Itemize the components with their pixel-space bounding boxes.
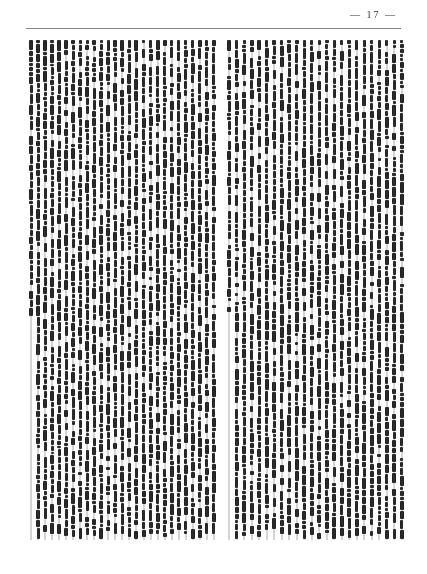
script-column	[44, 40, 46, 540]
page-number: — 17 —	[350, 10, 397, 21]
script-column	[386, 40, 388, 540]
script-column	[348, 40, 350, 540]
script-column	[303, 40, 305, 540]
script-column	[296, 40, 298, 540]
script-column	[199, 40, 201, 540]
text-block-right	[228, 40, 403, 540]
script-column	[251, 40, 253, 540]
script-column	[243, 40, 245, 540]
script-column	[213, 40, 215, 540]
script-column	[341, 40, 343, 540]
script-column	[378, 40, 380, 540]
script-column	[79, 40, 81, 540]
script-column	[30, 40, 32, 540]
header-rule	[26, 28, 401, 29]
script-column	[185, 40, 187, 540]
script-column	[192, 40, 194, 540]
script-column	[58, 40, 60, 540]
script-column	[72, 40, 74, 540]
script-column	[157, 40, 159, 540]
script-column	[121, 40, 123, 540]
script-column	[281, 40, 283, 540]
script-column	[401, 40, 403, 540]
script-column	[135, 40, 137, 540]
script-column	[371, 40, 373, 540]
script-column	[258, 40, 260, 540]
script-column	[228, 40, 230, 540]
script-column	[326, 40, 328, 540]
script-column	[356, 40, 358, 540]
script-column	[288, 40, 290, 540]
script-column	[236, 40, 238, 540]
script-column	[333, 40, 335, 540]
script-column	[51, 40, 53, 540]
script-column	[311, 40, 313, 540]
text-block-left	[30, 40, 215, 540]
script-column	[93, 40, 95, 540]
script-column	[164, 40, 166, 540]
script-column	[65, 40, 67, 540]
script-column	[86, 40, 88, 540]
script-column	[37, 40, 39, 540]
script-column	[393, 40, 395, 540]
script-column	[206, 40, 208, 540]
script-column	[266, 40, 268, 540]
script-column	[171, 40, 173, 540]
script-column	[273, 40, 275, 540]
script-column	[128, 40, 130, 540]
script-column	[150, 40, 152, 540]
script-column	[100, 40, 102, 540]
script-column	[178, 40, 180, 540]
script-column	[114, 40, 116, 540]
script-column	[318, 40, 320, 540]
script-column	[107, 40, 109, 540]
script-column	[363, 40, 365, 540]
script-column	[143, 40, 145, 540]
